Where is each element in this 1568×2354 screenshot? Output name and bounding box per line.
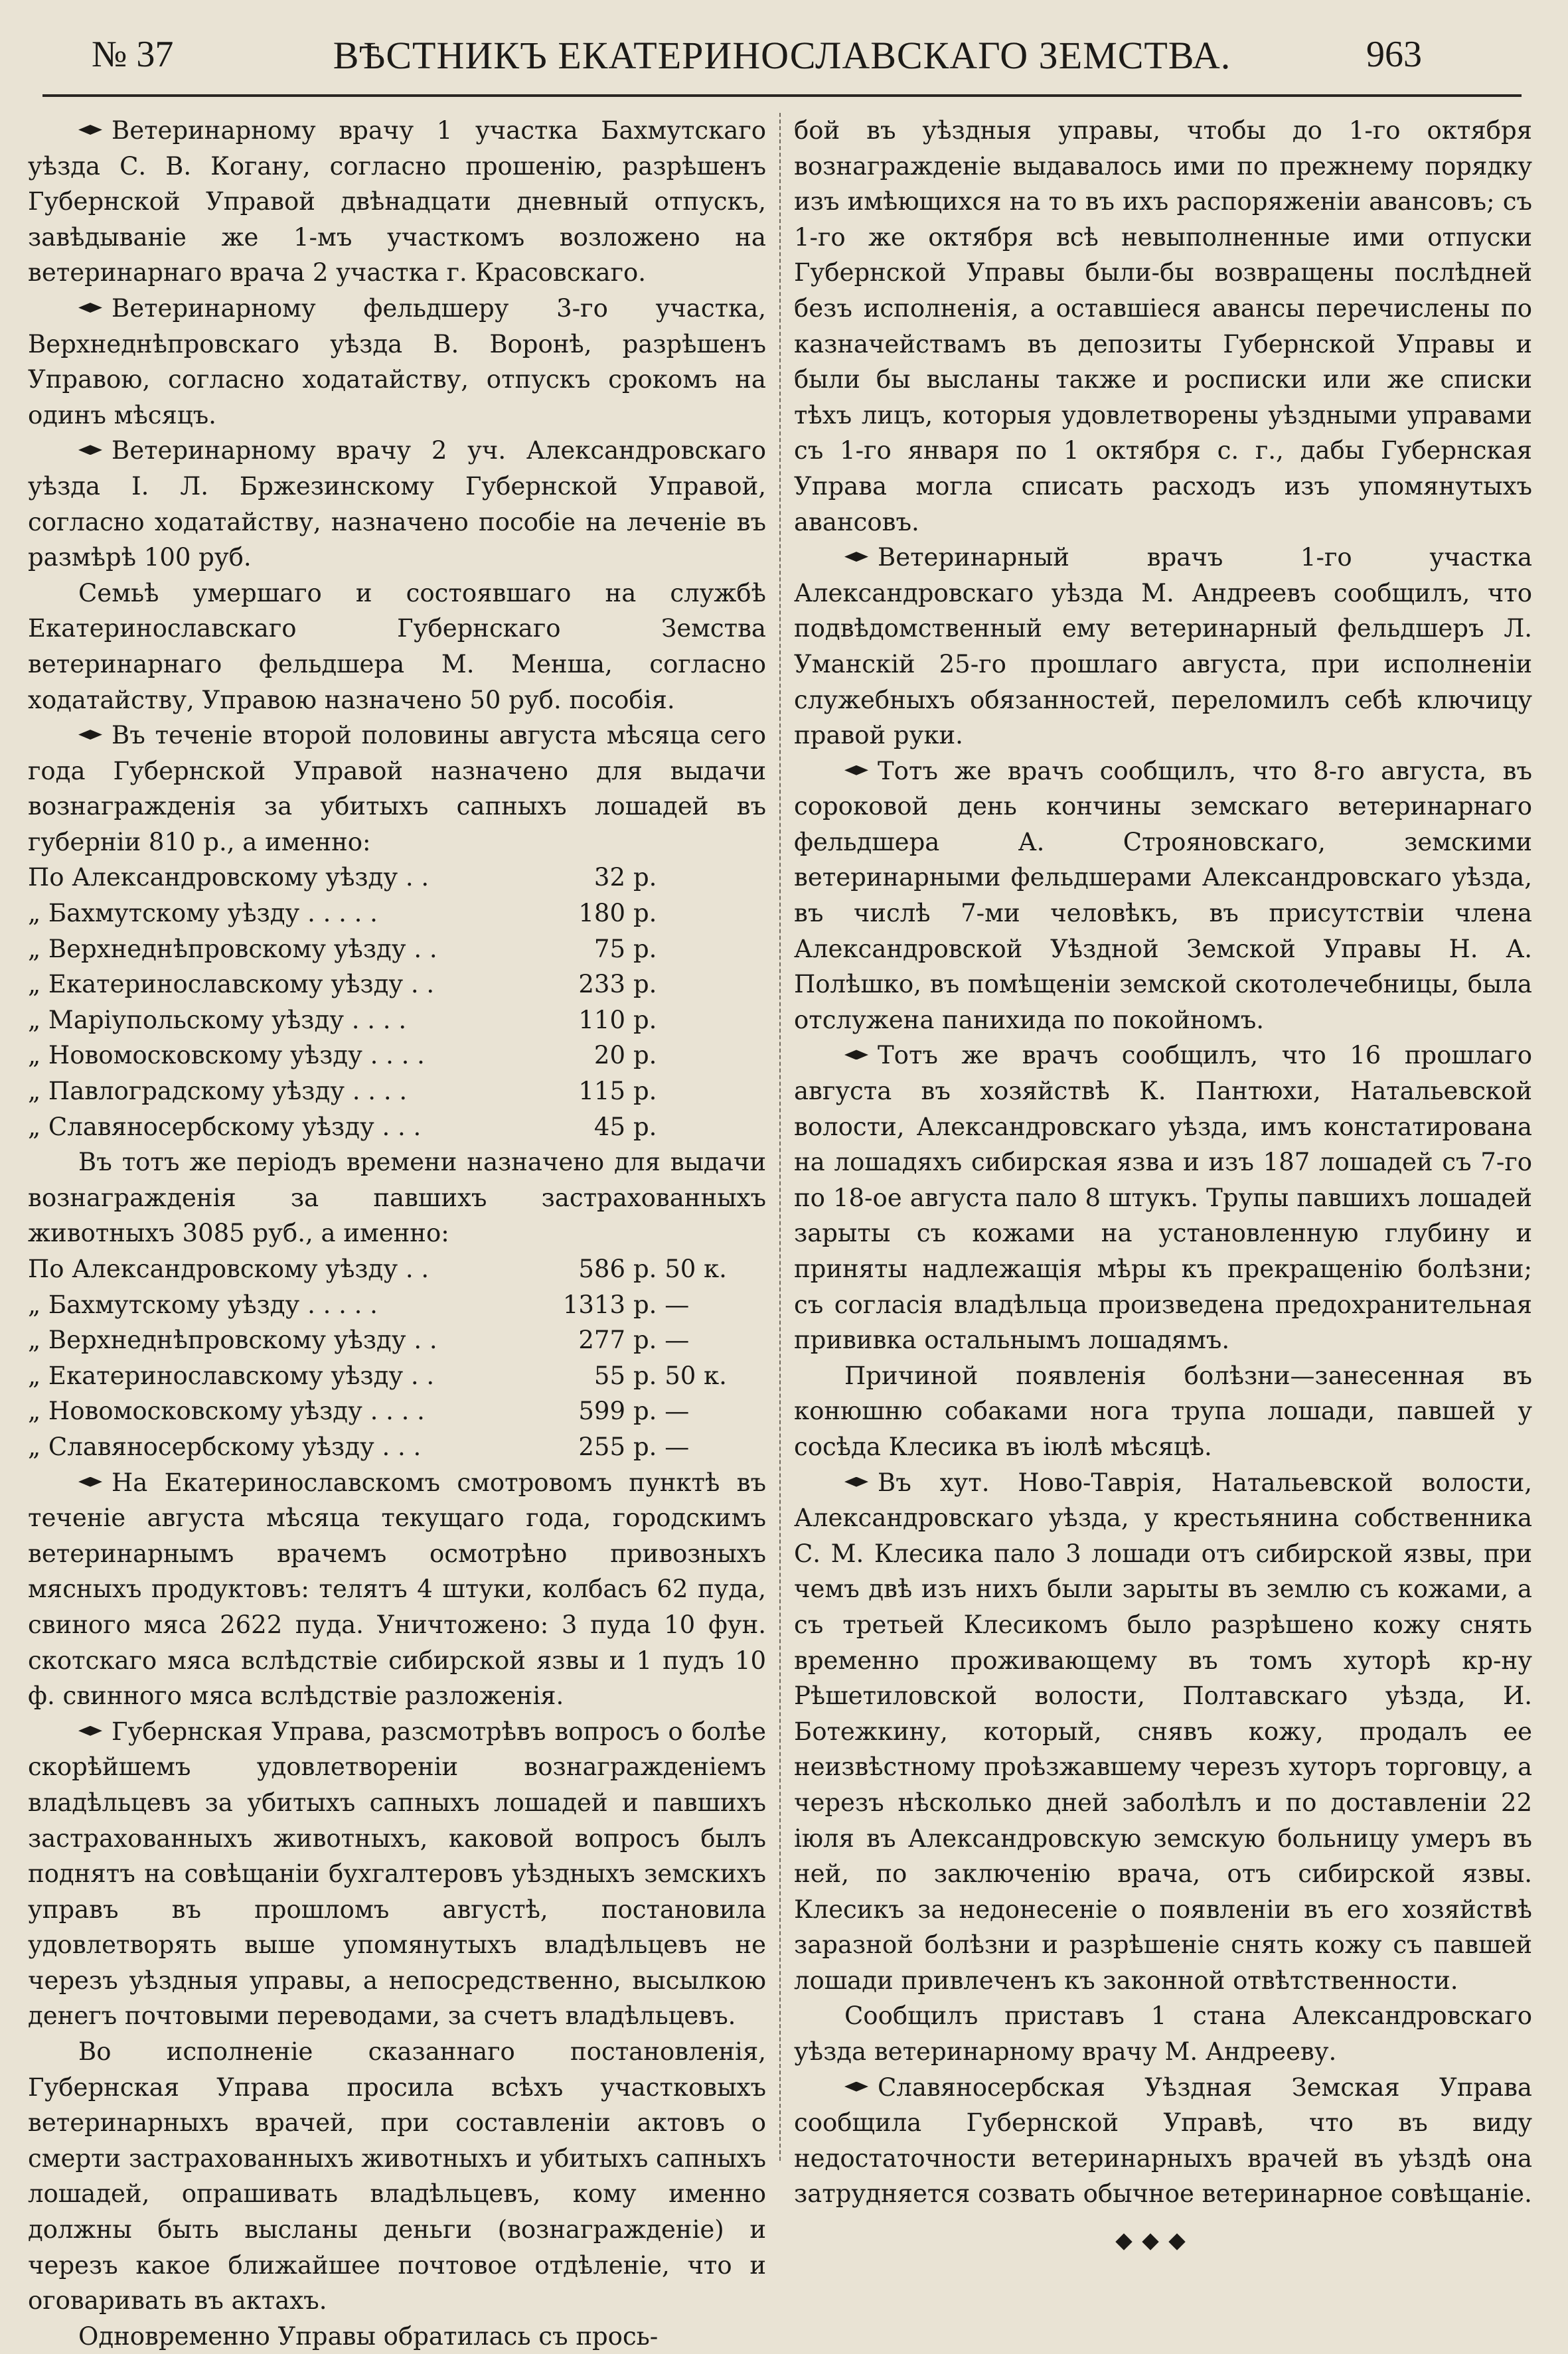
paragraph-mark-icon — [844, 2082, 868, 2092]
paragraph: Сообщилъ приставъ 1 стана Александровскаго уѣзда ветеринарному врачу М. Андрееву. — [794, 2001, 1532, 2067]
paragraph-mark-icon — [844, 765, 868, 775]
footer-ornament-icon — [1105, 2232, 1198, 2252]
paragraph: Славяносербская Уѣздная Земская Управа сообщила Губернской Управѣ, что въ виду недостаточности ветеринарныхъ врачей въ уѣздѣ она затрудняется созвать обычное ветеринарное совѣщаніе. — [794, 2073, 1532, 2209]
paragraph: Причиной появленія болѣзни—занесенная въ конюшню собаками нога трупа лошади, павшей у сосѣда Клесика въ іюлѣ мѣсяцѣ. — [794, 1361, 1532, 1461]
amount-unit: р. 50 к. — [633, 1361, 727, 1390]
amount-unit: р. — — [633, 1290, 690, 1319]
paragraph: На Екатеринославскомъ смотровомъ пунктѣ въ теченіе августа мѣсяца текущаго года, городскимъ ветеринарнымъ врачемъ осмотрѣно привозныхъ мясныхъ продуктовъ: телятъ 4 штуки, колбасъ 62 пуда, свиного мяса 2622 пуда. Уничтожено: 3 пуда 10 фун. скотскаго мяса вслѣдствіе сибирской язвы и 1 пудъ 10 ф. свинного мяса вслѣдствіе разложенія. — [28, 1468, 766, 1711]
table-row — [28, 967, 746, 1002]
paragraph: Во исполненіе сказаннаго постановленія, Губернская Управа просила всѣхъ участковыхъ ветеринарныхъ врачей, при составленіи актовъ о смерти застрахованныхъ животныхъ и убитыхъ сапныхъ лошадей, опрашивать владѣльцевъ, кому именно должны быть высланы деньги (вознагражденіе) и черезъ какое ближайшее почтовое отдѣленіе, что и оговаривать въ актахъ. — [28, 2037, 766, 2315]
district-name: „ Маріупольскому уѣзду . . . . — [28, 1005, 407, 1034]
district-name: „ Новомосковскому уѣзду . . . . — [28, 1041, 425, 1070]
paragraph: Ветеринарному врачу 2 уч. Александровскаго уѣзда І. Л. Бржезинскому Губернской Управой, согласно ходатайству, назначено пособіе на леченіе въ размѣрѣ 100 руб. — [28, 436, 766, 572]
amount-value: 110 — [578, 1005, 625, 1034]
amount-unit: р. — [633, 1005, 657, 1034]
paragraph-mark-icon — [78, 303, 102, 313]
district-name: „ Верхнеднѣпровскому уѣзду . . — [28, 1326, 437, 1355]
district-name: „ Славяносербскому уѣзду . . . — [28, 1432, 422, 1461]
table-row — [28, 860, 746, 896]
two-column-body — [23, 113, 1541, 2351]
paragraph-mark-icon — [844, 1477, 868, 1487]
table-row — [28, 1251, 746, 1287]
page-number: 963 — [1366, 34, 1422, 75]
paragraph: Въ тотъ же періодъ времени назначено для выдачи вознагражденія за павшихъ застрахованныхъ животныхъ 3085 руб., а именно: — [28, 1148, 766, 1248]
horse-compensation-table — [28, 860, 746, 1144]
amount-value: 233 — [578, 970, 625, 999]
amount-value: 32 — [593, 863, 625, 892]
amount-unit: р. 50 к. — [633, 1255, 727, 1283]
table-row — [28, 1429, 746, 1465]
left-column — [28, 113, 766, 2351]
district-name: „ Екатеринославскому уѣзду . . — [28, 970, 435, 999]
amount-unit: р. — [633, 1112, 657, 1141]
paragraph: Ветеринарному фельдшеру 3-го участка, Верхнеднѣпровскаго уѣзда В. Воронѣ, разрѣшенъ Управою, согласно ходатайству, отпускъ срокомъ на одинъ мѣсяцъ. — [28, 293, 766, 430]
paragraph-mark-icon — [78, 730, 102, 740]
district-name: „ Бахмутскому уѣзду . . . . . — [28, 899, 378, 928]
table-row — [28, 1287, 746, 1323]
district-name: „ Екатеринославскому уѣзду . . — [28, 1361, 435, 1390]
amount-value: 115 — [578, 1077, 625, 1106]
paragraph: Въ хут. Ново-Таврія, Натальевской волости, Александровскаго уѣзда, у крестьянина собственника С. М. Клесика пало 3 лошади отъ сибирской язвы, при чемъ двѣ изъ нихъ были зарыты въ землю съ кожами, а съ третьей Клесикомъ было разрѣшено кожу снять временно проживающему въ томъ хуторѣ кр-ну Рѣшетиловской волости, Полтавскаго уѣзда, И. Ботежкину, который, снявъ кожу, продалъ ее неизвѣстному проѣзжавшему черезъ хуторъ торговцу, а черезъ нѣсколько дней заболѣлъ и по доставленіи 22 іюля въ Александровскую земскую больницу умеръ въ ней, по заключенію врача, отъ сибирской язвы. Клесикъ за недонесеніе о появленіи въ его хозяйствѣ заразной болѣзни и разрѣшеніе снять кожу съ павшей лошади привлеченъ къ законной отвѣтственности. — [794, 1468, 1532, 1995]
district-name: По Александровскому уѣзду . . — [28, 863, 430, 892]
amount-value: 1313 — [562, 1290, 625, 1319]
amount-unit: р. — — [633, 1397, 690, 1426]
column-divider — [779, 113, 781, 2161]
right-column — [794, 113, 1532, 2209]
amount-unit: р. — — [633, 1326, 690, 1355]
amount-unit: р. — — [633, 1432, 690, 1461]
amount-value: 75 — [593, 934, 625, 963]
paragraph: бой въ уѣздныя управы, чтобы до 1-го октября вознагражденіе выдавалось ими по прежнему порядку изъ имѣющихся на то въ ихъ распоряженіи авансовъ; съ 1-го же октября всѣ невыполненные ими отпуски Губернской Управы были-бы возвращены послѣдней безъ исполненія, а оставшіеся авансы перечислены по казначействамъ въ депозиты Губернской Управы и были бы высланы также и росписки или же списки тѣхъ лицъ, которыя удовлетворены уѣздными управами съ 1-го января по 1 октября с. г., дабы Губернская Управа могла списать расходъ изъ упомянутыхъ авансовъ. — [794, 116, 1532, 536]
paragraph-mark-icon — [78, 1726, 102, 1736]
paragraph: Тотъ же врачъ сообщилъ, что 16 прошлаго августа въ хозяйствѣ К. Пантюхи, Натальевской волости, Александровскаго уѣзда, имъ констатирована на лошадяхъ сибирская язва и изъ 187 лошадей съ 7-го по 18-ое августа пало 8 штукъ. Трупы павшихъ лошадей зарыты съ кожами на установленную глубину и приняты надлежащія мѣры къ прекращенію болѣзни; съ согласія владѣльца произведена предохранительная прививка остальнымъ лошадямъ. — [794, 1041, 1532, 1355]
table-row — [28, 1393, 746, 1429]
paragraph: Одновременно Управы обратилась съ прось- — [78, 2321, 659, 2351]
amount-value: 45 — [593, 1112, 625, 1141]
paragraph: Ветеринарный врачъ 1-го участка Александровскаго уѣзда М. Андреевъ сообщилъ, что подвѣдомственный ему ветеринарный фельдшеръ Л. Уманскій 25-го прошлаго августа, при исполненіи служебныхъ обязанностей, переломилъ себѣ ключицу правой руки. — [794, 543, 1532, 750]
paragraph: Тотъ же врачъ сообщилъ, что 8-го августа, въ сороковой день кончины земскаго ветеринарнаго фельдшера А. Строяновскаго, земскими ветеринарными фельдшерами Александровскаго уѣзда, въ числѣ 7-ми человѣкъ, въ присутствіи члена Александровской Уѣздной Земской Управы Н. А. Полѣшко, въ помѣщеніи земской скотолечебницы, была отслужена панихида по покойномъ. — [794, 756, 1532, 1034]
amount-value: 180 — [578, 899, 625, 928]
livestock-compensation-table — [28, 1251, 746, 1465]
paragraph-mark-icon — [78, 445, 102, 455]
issue-number: № 37 — [92, 34, 174, 75]
table-row — [28, 931, 746, 967]
amount-unit: р. — [633, 863, 657, 892]
amount-unit: р. — [633, 1077, 657, 1106]
amount-value: 599 — [578, 1397, 625, 1426]
amount-unit: р. — [633, 934, 657, 963]
amount-value: 277 — [578, 1326, 625, 1355]
table-row — [28, 1038, 746, 1073]
amount-unit: р. — [633, 1041, 657, 1070]
journal-title: ВѢСТНИКЪ ЕКАТЕРИНОСЛАВСКАГО ЗЕМСТВА. — [333, 34, 1231, 77]
table-row — [28, 1073, 746, 1109]
table-row — [28, 1002, 746, 1038]
paragraph: Губернская Управа, разсмотрѣвъ вопросъ о болѣе скорѣйшемъ удовлетвореніи вознагражденіемъ владѣльцевъ за убитыхъ сапныхъ лошадей и павшихъ застрахованныхъ животныхъ, каковой вопросъ былъ поднятъ на совѣщаніи бухгалтеровъ уѣздныхъ земскихъ управъ въ прошломъ августѣ, постановила удовлетворять выше упомянутыхъ владѣльцевъ не черезъ уѣздныя управы, а непосредственно, высылкою денегъ почтовыми переводами, за счетъ владѣльцевъ. — [28, 1717, 766, 2031]
amount-value: 255 — [578, 1432, 625, 1461]
table-row — [28, 896, 746, 931]
paragraph: Въ теченіе второй половины августа мѣсяца сего года Губернской Управой назначено для выдачи вознагражденія за убитыхъ сапныхъ лошадей въ губерніи 810 р., а именно: — [28, 721, 766, 856]
amount-value: 55 — [593, 1361, 625, 1390]
district-name: „ Павлоградскому уѣзду . . . . — [28, 1077, 408, 1106]
table-row — [28, 1358, 746, 1394]
amount-value: 586 — [578, 1255, 625, 1283]
paragraph-mark-icon — [844, 552, 868, 562]
amount-value: 20 — [593, 1041, 625, 1070]
table-row — [28, 1109, 746, 1145]
amount-unit: р. — [633, 899, 657, 928]
paragraph-mark-icon — [78, 1477, 102, 1487]
district-name: „ Новомосковскому уѣзду . . . . — [28, 1397, 425, 1426]
district-name: „ Бахмутскому уѣзду . . . . . — [28, 1290, 378, 1319]
district-name: „ Славяносербскому уѣзду . . . — [28, 1112, 422, 1141]
table-row — [28, 1322, 746, 1358]
amount-unit: р. — [633, 970, 657, 999]
paragraph-mark-icon — [844, 1050, 868, 1059]
district-name: „ Верхнеднѣпровскому уѣзду . . — [28, 934, 437, 963]
header-rule — [42, 94, 1522, 97]
paragraph-mark-icon — [78, 125, 102, 135]
paragraph: Семьѣ умершаго и состоявшаго на службѣ Екатеринославскаго Губернскаго Земства ветеринарнаго фельдшера М. Менша, согласно ходатайству, Управою назначено 50 руб. пособія. — [28, 578, 766, 714]
page-header — [23, 33, 1541, 106]
paragraph: Ветеринарному врачу 1 участка Бахмутскаго уѣзда С. В. Когану, согласно прошенію, разрѣшенъ Губернской Управой двѣнадцати дневный отпускъ, завѣдываніе же 1-мъ участкомъ возложено на ветеринарнаго врача 2 участка г. Красовскаго. — [28, 116, 766, 287]
district-name: По Александровскому уѣзду . . — [28, 1255, 430, 1283]
